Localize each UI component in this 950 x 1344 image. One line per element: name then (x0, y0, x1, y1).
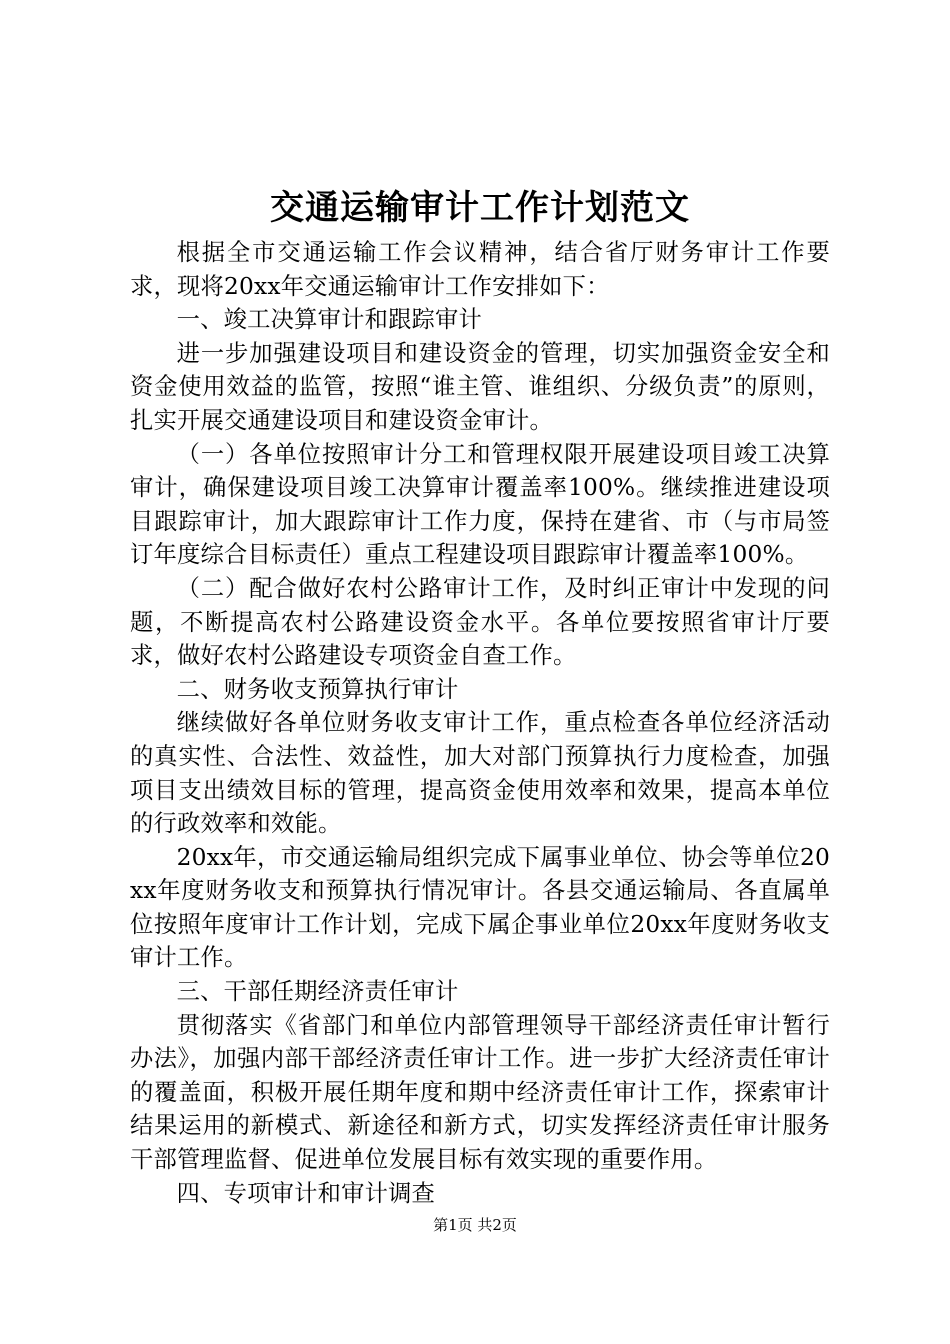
section-heading-2: 二、财务收支预算执行审计 (176, 675, 459, 703)
document-body (130, 236, 830, 1210)
section-heading-1: 一、竣工决算审计和跟踪审计 (176, 306, 483, 334)
section-1-paragraph: 进一步加强建设项目和建设资金的管理，切实加强资金安全和资金使用效益的监管，按照“谁主管、谁组织、分级负责”的原则，扎实开展交通建设项目和建设资金审计。 (130, 339, 830, 434)
section-2-paragraph-1: 继续做好各单位财务收支审计工作，重点检查各单位经济活动的真实性、合法性、效益性，加大对部门预算执行力度检查，加强项目支出绩效目标的管理，提高资金使用效率和效果，提高本单位的行政效率和效能。 (130, 709, 830, 838)
document-page (130, 0, 830, 1344)
intro-paragraph: 根据全市交通运输工作会议精神，结合省厅财务审计工作要求，现将20xx年交通运输审计工作安排如下： (130, 239, 830, 300)
section-heading-4: 四、专项审计和审计调查 (176, 1179, 436, 1207)
section-2-paragraph-2: 20xx年，市交通运输局组织完成下属事业单位、协会等单位20xx年度财务收支和预算执行情况审计。各县交通运输局、各直属单位按照年度审计工作计划，完成下属企事业单位20xx年度财务收支审计工作。 (130, 843, 830, 972)
section-1-item-2: （二）配合做好农村公路审计工作，及时纠正审计中发现的问题，不断提高农村公路建设资金水平。各单位要按照省审计厅要求，做好农村公路建设专项资金自查工作。 (130, 574, 830, 670)
document-title: 交通运输审计工作计划范文 (270, 188, 690, 228)
section-3-paragraph: 贯彻落实《省部门和单位内部管理领导干部经济责任审计暂行办法》，加强内部干部经济责任审计工作。进一步扩大经济责任审计的覆盖面，积极开展任期年度和期中经济责任审计工作，探索审计结果运用的新模式、新途径和新方式，切实发挥经济责任审计服务干部管理监督、促进单位发展目标有效实现的重要作用。 (130, 1011, 830, 1174)
section-1-item-1: （一）各单位按照审计分工和管理权限开展建设项目竣工决算审计，确保建设项目竣工决算审计覆盖率100%。继续推进建设项目跟踪审计，加大跟踪审计工作力度，保持在建省、市（与市局签订年度综合目标责任）重点工程建设项目跟踪审计覆盖率100%。 (130, 440, 830, 569)
section-heading-3: 三、干部任期经济责任审计 (176, 978, 459, 1006)
page-number-footer: 第1页 共2页 (433, 1216, 517, 1234)
